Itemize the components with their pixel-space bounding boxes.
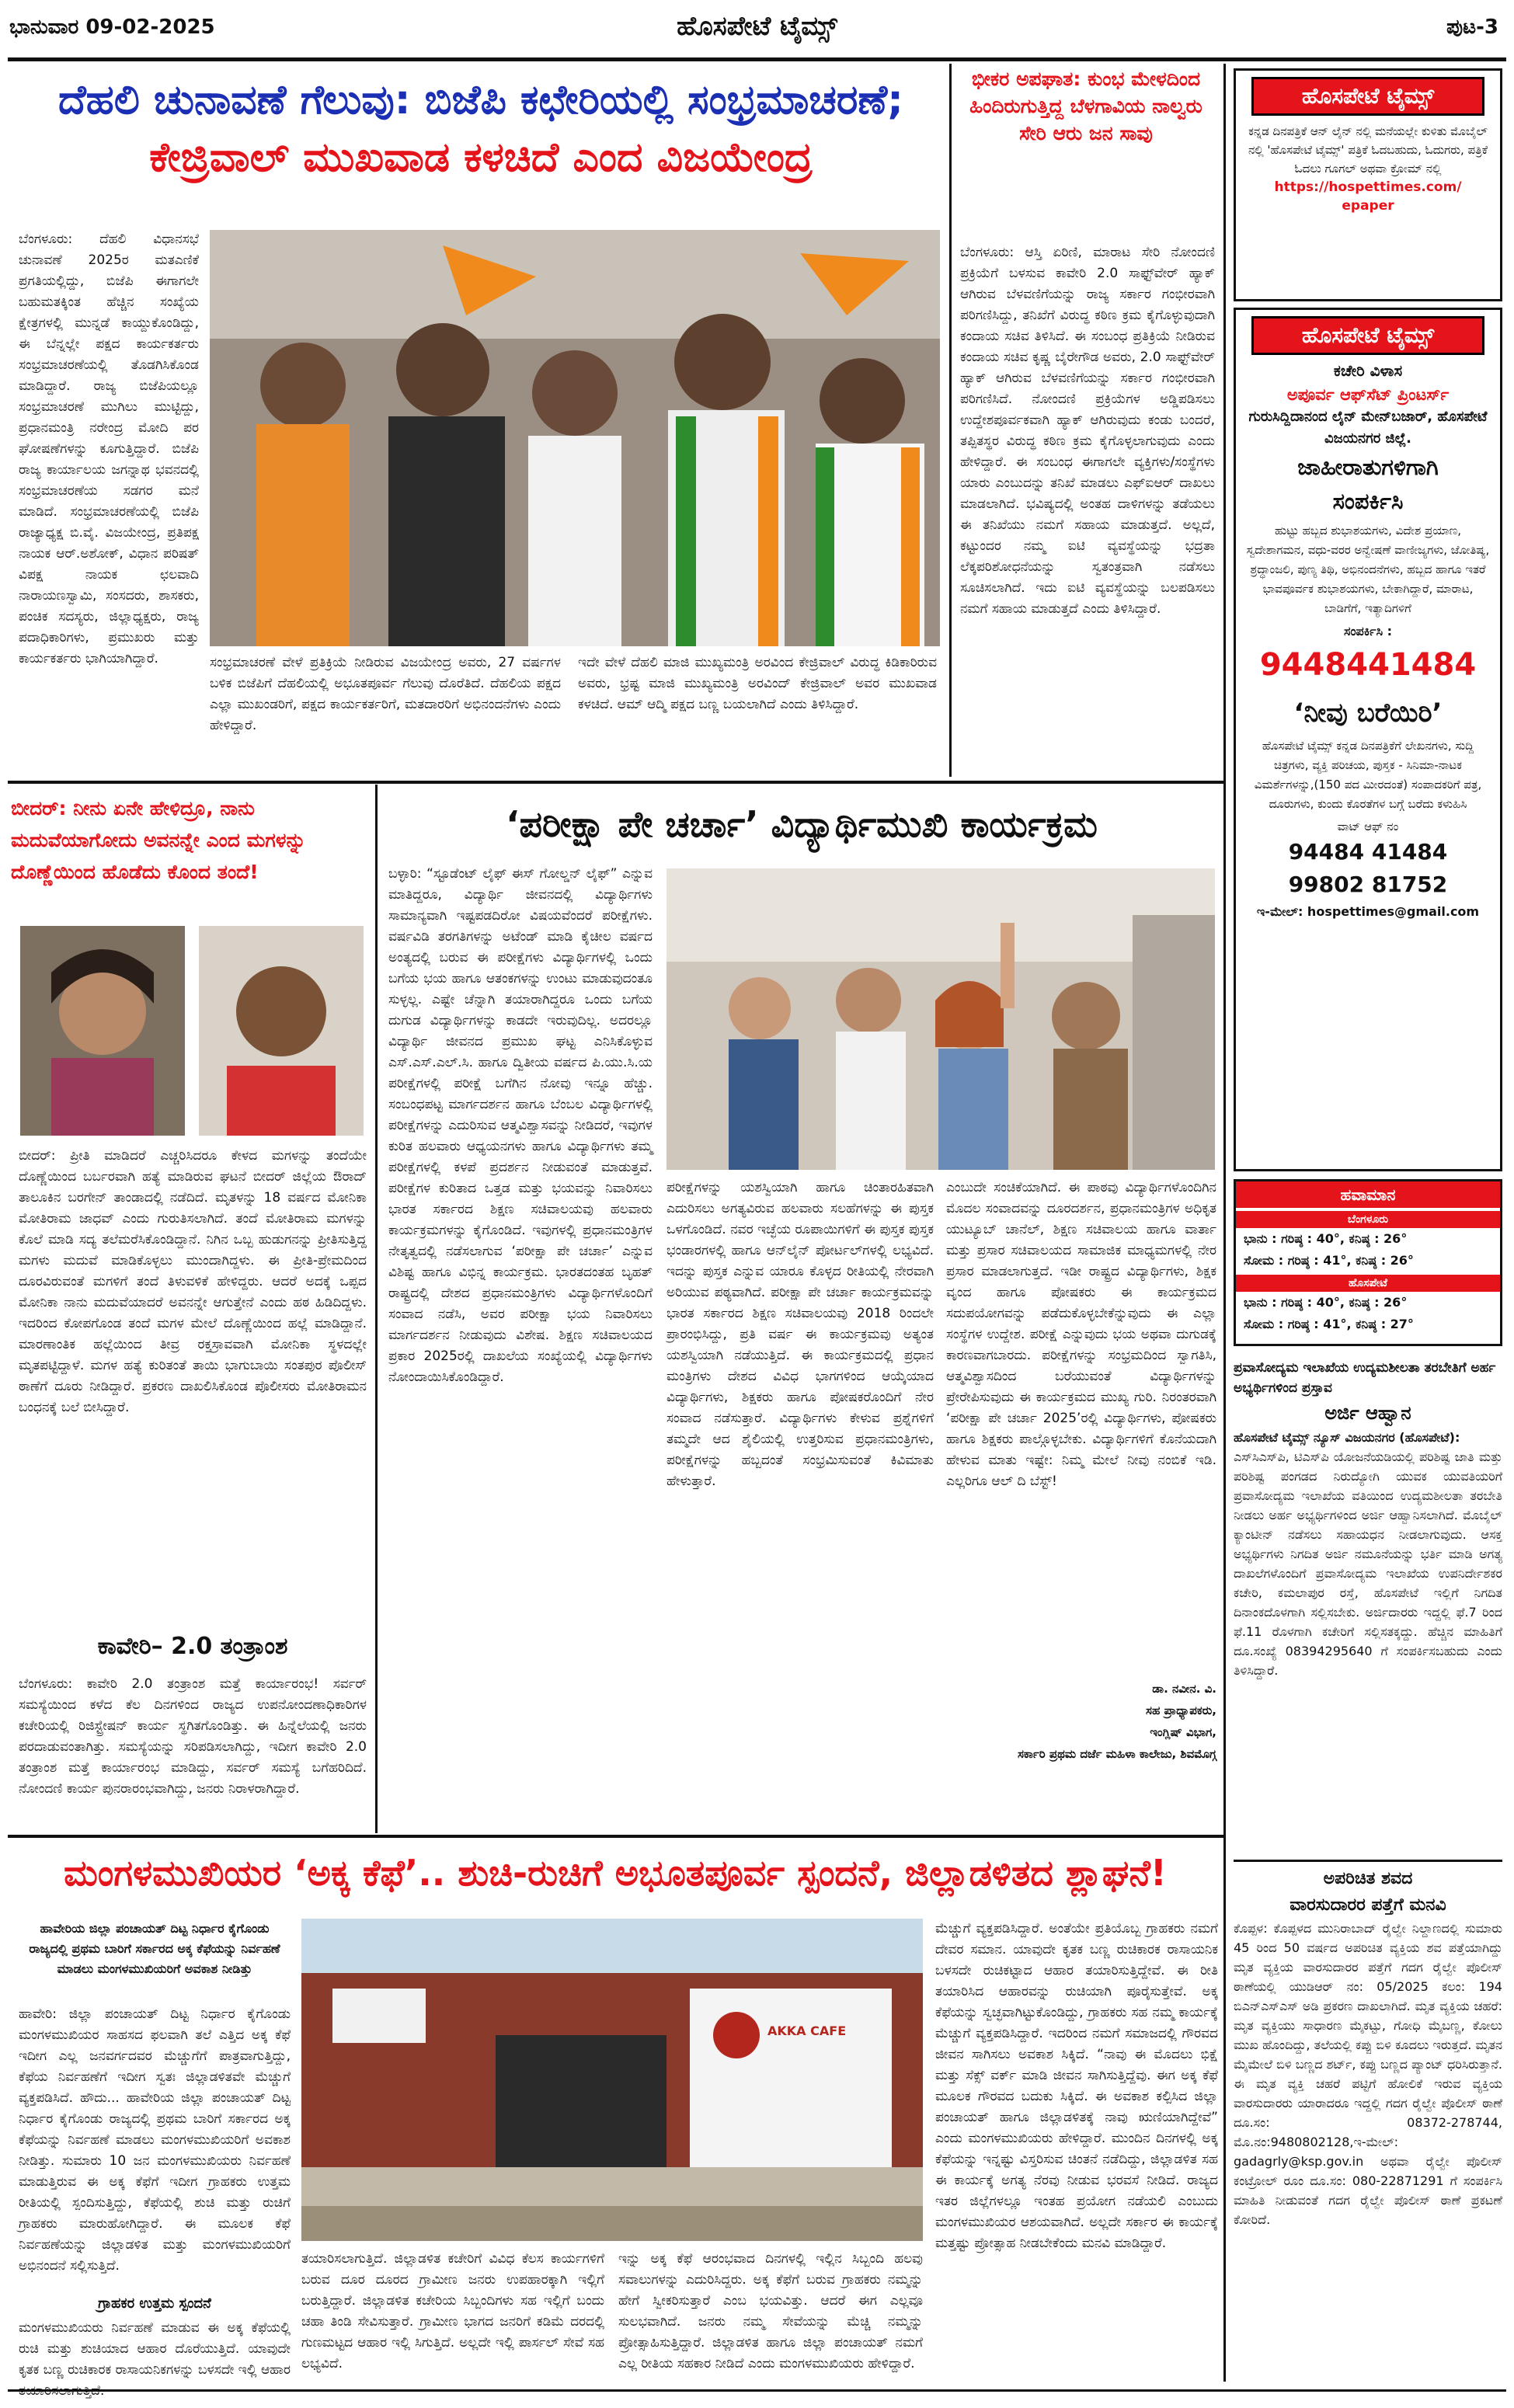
sidebar-ad2-list: ಹುಟ್ಟು ಹಬ್ಬದ ಶುಭಾಶಯಗಳು, ವಿದೇಶ ಪ್ರಯಾಣ, ಸ್ವದೇಶಾಗಮನ, ವಧು-ವರರ ಅನ್ವೇಷಣೆ ವಾಣೀಜ್ಯಗಳು, ಜೋತಿಷ್ಯ, ಶ್ರದ್ಧಾಂಜಲಿ, ಪುಣ್ಯ ತಿಥಿ, ಅಭಿನಂದನೆಗಳು, ಹಬ್ಬದ ಹಾಗೂ ಇತರೆ ಭಾವಪೂರ್ವಕ ಶುಭಾಶಯಗಳು, ಬೇಕಾಗಿದ್ದಾರೆ, ಮಾರಾಟ, ಬಾಡಿಗೆಗೆ, ಇತ್ಯಾದಿಗಳಿಗೆ bbox=[1246, 524, 1490, 615]
masthead-date: ಭಾನುವಾರ 09-02-2025 bbox=[9, 16, 215, 39]
sidebar-ad2-office: ಕಚೇರಿ ವಿಳಾಸ bbox=[1333, 361, 1403, 380]
unknown-subhead: ವಾರಸುದಾರರ ಪತ್ತೆಗೆ ಮನವಿ bbox=[1290, 1895, 1446, 1915]
story3-photo-daughter bbox=[20, 926, 185, 1136]
sidebar-ad2-printer: ಅಪೂರ್ವ ಆಫ್‌ಸೆಟ್ ಪ್ರಿಂಟರ್ಸ್ bbox=[1286, 385, 1450, 404]
job-body: ಎಸ್‌ಸಿಎಸ್‌ಪಿ, ಟಿಎಸ್‌ಪಿ ಯೋಜನೆಯಡಿಯಲ್ಲಿ ಪರಿಶಿಷ್ಟ ಜಾತಿ ಮತ್ತು ಪರಿಶಿಷ್ಟ ಪಂಗಡದ ನಿರುದ್ಯೋಗಿ ಯುವಕ ಯುವತಿಯರಿಗೆ ಪ್ರವಾಸೋದ್ಯಮ ಇಲಾಖೆಯ ವತಿಯಿಂದ ಉದ್ಯಮಶೀಲತಾ ತರಬೇತಿ ನೀಡಲು ಅರ್ಹ ಅಭ್ಯರ್ಥಿಗಳಿಂದ ಅರ್ಜಿ ಆಹ್ವಾನಿಸಲಾಗಿದೆ. ಮೊಬೈಲ್ ಕ್ಯಾಂಟೀನ್ ನಡೆಸಲು ಸಹಾಯಧನ ನೀಡಲಾಗುವುದು. ಆಸಕ್ತ ಅಭ್ಯರ್ಥಿಗಳು ನಿಗದಿತ ಅರ್ಜಿ ನಮೂನೆಯನ್ನು ಭರ್ತಿ ಮಾಡಿ ಅಗತ್ಯ ದಾಖಲೆಗಳೊಂದಿಗೆ ಪ್ರವಾಸೋದ್ಯಮ ಇಲಾಖೆಯ ಉಪನಿರ್ದೇಶಕರ ಕಚೇರಿ, ಕಮಲಾಪುರ ರಸ್ತೆ, ಹೊಸಪೇಟೆ ಇಲ್ಲಿಗೆ ನಿಗದಿತ ದಿನಾಂಕದೊಳಗಾಗಿ ಸಲ್ಲಿಸಬೇಕು. ಅರ್ಜಿದಾರರು ಇದ್ದಲ್ಲಿ ಫೆ.7 ರಿಂದ ಫೆ.11 ರೊಳಗಾಗಿ ಕಚೇರಿಗೆ ಸಲ್ಲಿಸತಕ್ಕದ್ದು. ಹೆಚ್ಚಿನ ಮಾಹಿತಿಗೆ ದೂ.ಸಂಖ್ಯೆ 08394295640 ಗೆ ಸಂಪರ್ಕಿಸಬಹುದು ಎಂದು ತಿಳಿಸಿದ್ದಾರೆ. bbox=[1234, 1449, 1502, 1678]
rule-row1 bbox=[8, 781, 1223, 784]
sidebar-rule bbox=[1234, 1860, 1502, 1862]
story6-headline: ಮಂಗಳಮುಖಿಯರ ‘ಅಕ್ಕ ಕೆಫೆ’.. ಶುಚಿ-ರುಚಿಗೆ ಅಭೂತಪೂರ್ವ ಸ್ಪಂದನೆ, ಜಿಲ್ಲಾಡಳಿತದ ಶ್ಲಾಘನೆ! bbox=[64, 1852, 1167, 1894]
sidebar-ad2-ads-heading: ಜಾಹೀರಾತುಗಳಿಗಾಗಿ bbox=[1297, 454, 1439, 480]
sidebar-ad1 bbox=[1234, 68, 1502, 301]
cafe-sign-text: AKKA CAFE bbox=[767, 2023, 847, 2038]
story1-col1: ಬೆಂಗಳೂರು: ದೆಹಲಿ ವಿಧಾನಸಭೆ ಚುನಾವಣೆ 2025ರ ಮತಎಣಿಕೆ ಪ್ರಗತಿಯಲ್ಲಿದ್ದು, ಬಿಜೆಪಿ ಈಗಾಗಲೇ ಬಹುಮತಕ್ಕಿಂತ ಹೆಚ್ಚಿನ ಸಂಖ್ಯೆಯ ಕ್ಷೇತ್ರಗಳಲ್ಲಿ ಮುನ್ನಡೆ ಕಾಯ್ದುಕೊಂಡಿದ್ದು, ಈ ಬೆನ್ನಲ್ಲೇ ಪಕ್ಷದ ಕಾರ್ಯಕರ್ತರು ಸಂಭ್ರಮಾಚರಣೆಯಲ್ಲಿ ತೊಡಗಿಸಿಕೊಂಡ ಮಾಡಿದ್ದಾರೆ. ರಾಜ್ಯ ಬಿಜೆಪಿಯಲ್ಲೂ ಸಂಭ್ರಮಾಚರಣೆ ಮುಗಿಲು ಮುಟ್ಟಿದ್ದು, ಪ್ರಧಾನಮಂತ್ರಿ ನರೇಂದ್ರ ಮೋದಿ ಪರ ಘೋಷಣೆಗಳನ್ನು ಕೂಗುತ್ತಿದ್ದಾರೆ. ಬಿಜೆಪಿ ರಾಜ್ಯ ಕಾರ್ಯಾಲಯ ಜಗನ್ನಾಥ ಭವನದಲ್ಲಿ ಸಂಭ್ರಮಾಚರಣೆಯ ಸಡಗರ ಮನೆ ಮಾಡಿದೆ. ಸಂಭ್ರಮಾಚರಣೆಯಲ್ಲಿ ಬಿಜೆಪಿ ರಾಜ್ಯಾಧ್ಯಕ್ಷ ಬಿ.ವೈ. ವಿಜಯೇಂದ್ರ, ಪ್ರತಿಪಕ್ಷ ನಾಯಕ ಆರ್.ಅಶೋಕ್, ವಿಧಾನ ಪರಿಷತ್ ವಿಪಕ್ಷ ನಾಯಕ ಛಲವಾದಿ ನಾರಾಯಣಸ್ವಾಮಿ, ಸಂಸದರು, ಶಾಸಕರು, ಪಂಚಿಕ ಸದಸ್ಯರು, ಜಿಲ್ಲಾಧ್ಯಕ್ಷರು, ರಾಜ್ಯ ಪದಾಧಿಕಾರಿಗಳು, ಪ್ರಮುಖರು ಮತ್ತು ಕಾರ್ಯಕರ್ತರು ಭಾಗಿಯಾಗಿದ್ದಾರೆ. bbox=[19, 231, 199, 666]
story1-right-rule bbox=[949, 64, 952, 777]
story5-col3: ಎಂಬುದೇ ಸಂಚಿಕೆಯಾಗಿದೆ. ಈ ಪಾಠವು ವಿದ್ಯಾರ್ಥಿಗಳೊಂದಿಗಿನ ಮೊದಲ ಸಂವಾದವನ್ನು ದೂರದರ್ಶನ, ಪ್ರಧಾನಮಂತ್ರಿಗಳ ಅಧಿಕೃತ ಯುಟ್ಯೂಬ್ ಚಾನೆಲ್, ಶಿಕ್ಷಣ ಸಚಿವಾಲಯ ಹಾಗೂ ವಾರ್ತಾ ಮತ್ತು ಪ್ರಸಾರ ಸಚಿವಾಲಯದ ಸಾಮಾಜಿಕ ಮಾಧ್ಯಮಗಳಲ್ಲಿ ನೇರ ಪ್ರಸಾರ ಮಾಡಲಾಗುತ್ತದೆ. ಇಡೀ ರಾಷ್ಟ್ರದ ವಿದ್ಯಾರ್ಥಿಗಳು, ಶಿಕ್ಷಕ ವೃಂದ ಹಾಗೂ ಪೋಷಕರು ಈ ಕಾರ್ಯಕ್ರಮದ ಸದುಪಯೋಗವನ್ನು ಪಡೆದುಕೊಳ್ಳಬೇಕೆನ್ನುವುದು ಈ ಎಲ್ಲಾ ಸಂಸ್ಥೆಗಳ ಉದ್ದೇಶ. ಪರೀಕ್ಷೆ ಎನ್ನುವುದು ಭಯ ಅಥವಾ ದುಗುಡಕ್ಕೆ ಕಾರಣವಾಗಬಾರದು. ಪರೀಕ್ಷೆಗಳನ್ನು ಸಂಭ್ರಮದಿಂದ ಸ್ವಾಗತಿಸಿ, ಆತ್ಮವಿಶ್ವಾಸದಿಂದ ಬರೆಯುವಂತೆ ವಿದ್ಯಾರ್ಥಿಗಳನ್ನು ಪ್ರೇರೇಪಿಸುವುದು ಈ ಕಾರ್ಯಕ್ರಮದ ಮುಖ್ಯ ಗುರಿ. ನಿರಂತರವಾಗಿ ‘ಪರೀಕ್ಷಾ ಪೇ ಚರ್ಚಾ 2025’ರಲ್ಲಿ ವಿದ್ಯಾರ್ಥಿಗಳು, ಪೋಷಕರು ಹಾಗೂ ಶಿಕ್ಷಕರು ಪಾಲ್ಗೊಳ್ಳಬೇಕು. ವಿದ್ಯಾರ್ಥಿಗಳಿಗೆ ಕೊನೆಯದಾಗಿ ಹೇಳುವ ಮಾತು ಇಷ್ಟೇ: ನಿಮ್ಮ ಮೇಲೆ ನೀವು ನಂಬಿಕೆ ಇಡಿ. ಎಲ್ಲರಿಗೂ ಆಲ್ ದಿ ಬೆಸ್ಟ್! bbox=[946, 1180, 1216, 1489]
sidebar-ad2-address: ಗುರುಸಿದ್ದಿದಾನಂದ ಲೈನ್ ಮೇನ್‌ಬಜಾರ್, ಹೊಸಪೇಟೆ ವಿಜಯನಗರ ಜಿಲ್ಲೆ. bbox=[1248, 409, 1488, 447]
story3-headline: ಬೀದರ್: ನೀನು ಏನೇ ಹೇಳಿದ್ರೂ, ನಾನು ಮದುವೆಯಾಗೋದು ಅವನನ್ನೇ ಎಂದ ಮಗಳನ್ನು ದೊಣ್ಣೆಯಿಂದ ಹೊಡೆದು ಕೊಂದ ತಂದೆ! bbox=[11, 797, 306, 883]
story6-col4: ಮೆಚ್ಚುಗೆ ವ್ಯಕ್ತಪಡಿಸಿದ್ದಾರೆ. ಅಂತೆಯೇ ಪ್ರತಿಯೊಬ್ಬ ಗ್ರಾಹಕರು ನಮಗೆ ದೇವರ ಸಮಾನ. ಯಾವುದೇ ಕೃತಕ ಬಣ್ಣ ರುಚಿಕಾರಕ ರಾಸಾಯನಿಕ ಬಳಸದೇ ರುಚಿಕಟ್ಟಾದ ಆಹಾರ ತಯಾರಿಸುತ್ತಿದ್ದೇವೆ. ಈ ರೀತಿ ತಯಾರಿಸಿದ ಆಹಾರವನ್ನು ರುಚಿಯಾಗಿ ಪೂರೈಸುತ್ತೇವೆ. ಅಕ್ಕ ಕೆಫೆಯನ್ನು ಸ್ವಚ್ಛವಾಗಿಟ್ಟುಕೊಂಡಿದ್ದು, ಗ್ರಾಹಕರು ಸಹ ನಮ್ಮ ಕಾರ್ಯಕ್ಕೆ ಮೆಚ್ಚುಗೆ ವ್ಯಕ್ತಪಡಿಸಿದ್ದಾರೆ. ಇದರಿಂದ ನಮಗೆ ಸಮಾಜದಲ್ಲಿ ಗೌರವದ ಜೀವನ ಸಾಗಿಸಲು ಅವಕಾಶ ಸಿಕ್ಕಿದೆ. “ನಾವು ಈ ಮೊದಲು ಭಿಕ್ಷೆ ಮತ್ತು ಸೆಕ್ಸ್ ವರ್ಕ್ ಮಾಡಿ ಜೀವನ ಸಾಗಿಸುತ್ತಿದ್ದೆವು. ಈಗ ಅಕ್ಕ ಕೆಫೆ ಮೂಲಕ ಗೌರವದ ಬದುಕು ಸಿಕ್ಕಿದೆ. ಈ ಅವಕಾಶ ಕಲ್ಪಿಸಿದ ಜಿಲ್ಲಾ ಪಂಚಾಯತ್ ಹಾಗೂ ಜಿಲ್ಲಾಡಳಿತಕ್ಕೆ ನಾವು ಋಣಿಯಾಗಿದ್ದೇವೆ” ಎಂದು ಮಂಗಳಮುಖಿಯರು ಹೇಳಿದ್ದಾರೆ. ಮುಂದಿನ ದಿನಗಳಲ್ಲಿ ಅಕ್ಕ ಕೆಫೆಯನ್ನು ಇನ್ನಷ್ಟು ವಿಸ್ತರಿಸುವ ಚಿಂತನೆ ನಡೆದಿದ್ದು, ಜಿಲ್ಲಾಡಳಿತ ಸಹ ಈ ಕಾರ್ಯಕ್ಕೆ ಅಗತ್ಯ ನೆರವು ನೀಡುವ ಭರವಸೆ ನೀಡಿದೆ. ರಾಜ್ಯದ ಇತರ ಜಿಲ್ಲೆಗಳಲ್ಲೂ ಇಂತಹ ಪ್ರಯೋಗ ನಡೆಯಲಿ ಎಂಬುದು ಮಂಗಳಮುಖಿಯರ ಆಶಯವಾಗಿದೆ. ಅಲ್ಲದೇ ಸರ್ಕಾರ ಈ ಕಾರ್ಯಕ್ಕೆ ಮತ್ತಷ್ಟು ಪ್ರೋತ್ಸಾಹ ನೀಡಬೇಕೆಂದು ಮನವಿ ಮಾಡಿದ್ದಾರೆ. bbox=[935, 1921, 1218, 2251]
weather-city1: ಬೆಂಗಳೂರು bbox=[1236, 1211, 1500, 1228]
sidebar-ad1-url2[interactable]: epaper bbox=[1342, 198, 1394, 214]
story5-author: ಡಾ. ನವೀನ. ವಿ. bbox=[1152, 1682, 1216, 1696]
weather-city1-row1: ಭಾನು : ಗರಿಷ್ಠ : 40°, ಕನಿಷ್ಠ : 26° bbox=[1244, 1231, 1408, 1246]
sidebar-ad2-title: ಹೊಸಪೇಟೆ ಟೈಮ್ಸ್ bbox=[1251, 316, 1484, 355]
story1-col3: ಇದೇ ವೇಳೆ ದೆಹಲಿ ಮಾಜಿ ಮುಖ್ಯಮಂತ್ರಿ ಅರವಿಂದ ಕೇಜ್ರಿವಾಲ್ ವಿರುದ್ಧ ಕಿಡಿಕಾರಿರುವ ಅವರು, ಭ್ರಷ್ಟ ಮಾಜಿ ಮುಖ್ಯಮಂತ್ರಿ ಅರವಿಂದ್ ಕೇಜ್ರಿವಾಲ್ ಅವರ ಮುಖವಾಡ ಕಳಚಿದೆ. ಆಮ್ ಆದ್ಮಿ ಪಕ್ಷದ ಬಣ್ಣ ಬಯಲಾಗಿದೆ ಎಂದು ತಿಳಿಸಿದ್ದಾರೆ. bbox=[578, 655, 937, 712]
story1-headline: ದೆಹಲಿ ಚುನಾವಣೆ ಗೆಲುವು: ಬಿಜೆಪಿ ಕಛೇರಿಯಲ್ಲಿ ಸಂಭ್ರಮಾಚರಣೆ; ಕೇಜ್ರಿವಾಲ್ ಮುಖವಾಡ ಕಳಚಿದೆ ಎಂದ ವಿಜಯೇಂದ್ರ bbox=[58, 77, 903, 181]
story3-body: ಬೀದರ್: ಪ್ರೀತಿ ಮಾಡಿದರೆ ಎಚ್ಚರಿಸಿದರೂ ಕೇಳದ ಮಗಳನ್ನು ತಂದೆಯೇ ದೊಣ್ಣೆಯಿಂದ ಬರ್ಬರವಾಗಿ ಹತ್ಯೆ ಮಾಡಿರುವ ಘಟನೆ ಬೀದರ್ ಜಿಲ್ಲೆಯ ಔರಾದ್ ತಾಲೂಕಿನ ಬರಗೇನ್ ತಾಂಡಾದಲ್ಲಿ ನಡೆದಿದೆ. ಮೃತಳನ್ನು 18 ವರ್ಷದ ಮೋನಿಕಾ ಮೋತಿರಾಮ ಜಾಧವ್ ಎಂದು ಗುರುತಿಸಲಾಗಿದೆ. ತಂದೆ ಮೋತಿರಾಮ ಮಗಳನ್ನು ಕೊಲೆ ಮಾಡಿ ಸದ್ಯ ತಲೆಮರೆಸಿಕೊಂಡಿದ್ದಾನೆ. ನಿಗಿನ ಒಬ್ಬ ಹುಡುಗನನ್ನು ಪ್ರೀತಿಸುತ್ತಿದ್ದ ಮಗಳು ಮದುವೆ ಮಾಡಿಕೊಳ್ಳಲು ಮುಂದಾಗಿದ್ದಳು. ಈ ಪ್ರೀತಿ-ಪ್ರೇಮದಿಂದ ದೂರವಿರುವಂತೆ ಮಗಳಿಗೆ ತಂದೆ ತಿಳುವಳಿಕೆ ಹೇಳಿದ್ದರು. ಆದರೆ ಅದಕ್ಕೆ ಒಪ್ಪದ ಮೋನಿಕಾ ನಾನು ಮದುವೆಯಾದರೆ ಅವನನ್ನೇ ಆಗುತ್ತೇನೆ ಎಂದು ಹಠ ಹಿಡಿದಿದ್ದಳು. ಇದರಿಂದ ಕೋಪಗೊಂಡ ತಂದೆ ಮಗಳ ಮೇಲೆ ದೊಣ್ಣೆಯಿಂದ ಹಲ್ಲೆ ಮಾಡಿದ್ದಾನೆ. ಮಾರಣಾಂತಿಕ ಹಲ್ಲೆಯಿಂದ ತೀವ್ರ ರಕ್ತಸ್ರಾವವಾಗಿ ಮೋನಿಕಾ ಸ್ಥಳದಲ್ಲೇ ಮೃತಪಟ್ಟಿದ್ದಾಳೆ. ಮಗಳ ಹತ್ಯೆ ಕುರಿತಂತೆ ತಾಯಿ ಭಾಗುಬಾಯಿ ಸಂತಪುರ ಪೊಲೀಸ್ ಠಾಣೆಗೆ ದೂರು ನೀಡಿದ್ದಾರೆ. ಪ್ರಕರಣ ದಾಖಲಿಸಿಕೊಂಡ ಪೊಲೀಸರು ಮೋತಿರಾಮನ ಬಂಧನಕ್ಕೆ ಬಲೆ ಬೀಸಿದ್ದಾರೆ. bbox=[19, 1148, 367, 1415]
weather-city1-row2: ಸೋಮ : ಗರಿಷ್ಠ : 41°, ಕನಿಷ್ಠ : 26° bbox=[1244, 1253, 1414, 1268]
story6-photo-cafe bbox=[301, 1919, 923, 2241]
story5-headline: ‘ಪರೀಕ್ಷಾ ಪೇ ಚರ್ಚಾ’ ವಿದ್ಯಾರ್ಥಿಮುಖಿ ಕಾರ್ಯಕ್ರಮ bbox=[506, 803, 1098, 845]
unknown-body-notice bbox=[1234, 1866, 1502, 2385]
story6-col1: ಹಾವೇರಿ: ಜಿಲ್ಲಾ ಪಂಚಾಯತ್ ದಿಟ್ಟ ನಿರ್ಧಾರ ಕೈಗೊಂಡು ಮಂಗಳಮುಖಿಯರ ಸಾಹಸದ ಫಲವಾಗಿ ತಲೆ ಎತ್ತಿದ ಅಕ್ಕ ಕೆಫೆ ಇದೀಗ ಎಲ್ಲ ಜನವರ್ಗದವರ ಮೆಚ್ಚುಗೆಗೆ ಪಾತ್ರವಾಗುತ್ತಿದ್ದು, ಕೆಫೆಯ ನಿರ್ವಹಣೆಗೆ ಇದೀಗ ಸ್ವತಃ ಜಿಲ್ಲಾಡಳಿತವೇ ಮೆಚ್ಚುಗೆ ವ್ಯಕ್ತಪಡಿಸಿದೆ. ಹೌದು... ಹಾವೇರಿಯ ಜಿಲ್ಲಾ ಪಂಚಾಯತ್ ದಿಟ್ಟ ನಿರ್ಧಾರ ಕೈಗೊಂಡು ರಾಜ್ಯದಲ್ಲಿ ಪ್ರಥಮ ಬಾರಿಗೆ ಸರ್ಕಾರದ ಅಕ್ಕ ಕೆಫೆಯನ್ನು ನಿರ್ವಹಣೆ ಮಾಡಲು ಮಂಗಳಮುಖಿಯರಿಗೆ ಅವಕಾಶ ನೀಡಿತ್ತು. ಸುಮಾರು 10 ಜನ ಮಂಗಳಮುಖಿಯರು ನಿರ್ವಹಣೆ ಮಾಡುತ್ತಿರುವ ಈ ಅಕ್ಕ ಕೆಫೆಗೆ ಇದೀಗ ಗ್ರಾಹಕರು ಉತ್ತಮ ರೀತಿಯಲ್ಲಿ ಸ್ಪಂದಿಸುತ್ತಿದ್ದು, ಕೆಫೆಯಲ್ಲಿ ಶುಚಿ ಮತ್ತು ರುಚಿಗೆ ಗ್ರಾಹಕರು ಮಾರುಹೋಗಿದ್ದಾರೆ. ಈ ಮೂಲಕ ಕೆಫೆ ನಿರ್ವಹಣೆಯನ್ನು ಜಿಲ್ಲಾಡಳಿತ ಮತ್ತು ಮಂಗಳಮುಖಿಯರಿಗೆ ಅಭಿನಂದನೆ ಸಲ್ಲಿಸುತ್ತಿದೆ. bbox=[19, 2006, 291, 2274]
sidebar-ad3-phone1[interactable]: 94484 41484 bbox=[1288, 839, 1448, 865]
weather-city2: ಹೊಸಪೇಟೆ bbox=[1236, 1275, 1500, 1292]
story6-subhead: ಗ್ರಾಹಕರ ಉತ್ತಮ ಸ್ಪಂದನೆ bbox=[98, 2295, 211, 2312]
masthead-rule bbox=[8, 57, 1506, 61]
story4-headline: ಕಾವೇರಿ– 2.0 ತಂತ್ರಾಂಶ bbox=[97, 1633, 288, 1660]
story6-col1b: ಮಂಗಳಮುಖಿಯರು ನಿರ್ವಹಣೆ ಮಾಡುವ ಈ ಅಕ್ಕ ಕೆಫೆಯಲ್ಲಿ ರುಚಿ ಮತ್ತು ಶುಚಿಯಾದ ಆಹಾರ ದೊರೆಯುತ್ತಿದೆ. ಯಾವುದೇ ಕೃತಕ ಬಣ್ಣ ರುಚಿಕಾರಕ ರಾಸಾಯನಿಕಗಳನ್ನು ಬಳಸದೇ ಇಲ್ಲಿ ಆಹಾರ bbox=[19, 2320, 291, 2378]
sidebar-ad3-body: ಹೊಸಪೇಟೆ ಟೈಮ್ಸ್ ಕನ್ನಡ ದಿನಪತ್ರಿಕೆಗೆ ಲೇಖನಗಳು, ಸುದ್ದಿ ಚಿತ್ರಗಳು, ವ್ಯಕ್ತಿ ಪರಿಚಯ, ಪುಸ್ತಕ - ಸಿನಿಮಾ-ನಾಟಕ ವಿಮರ್ಶೆಗಳನ್ನು,(150 ಪದ ಮೀರದಂತೆ) ಸಂಪಾದಕರಿಗೆ ಪತ್ರ, ದೂರುಗಳು, ಕುಂದು ಕೊರತೆಗಳ ಬಗ್ಗೆ ಬರೆದು ಕಳುಹಿಸಿ bbox=[1254, 739, 1482, 811]
story6-col3: ಇನ್ನು ಅಕ್ಕ ಕೆಫೆ ಆರಂಭವಾದ ದಿನಗಳಲ್ಲಿ ಇಲ್ಲಿನ ಸಿಬ್ಬಂದಿ ಹಲವು ಸವಾಲುಗಳನ್ನು ಎದುರಿಸಿದ್ದರು. ಅಕ್ಕ ಕೆಫೆಗೆ ಬರುವ ಗ್ರಾಹಕರು ನಮ್ಮನ್ನು ಹೇಗೆ ಸ್ವೀಕರಿಸುತ್ತಾರೆ ಎಂಬ ಭಯವಿತ್ತು. ಆದರೆ ಈಗ ಎಲ್ಲವೂ ಸುಲಭವಾಗಿದೆ. ಜನರು ನಮ್ಮ ಸೇವೆಯನ್ನು ಮೆಚ್ಚಿ ನಮ್ಮನ್ನು ಪ್ರೋತ್ಸಾಹಿಸುತ್ತಿದ್ದಾರೆ. ಜಿಲ್ಲಾಡಳಿತ ಹಾಗೂ ಜಿಲ್ಲಾ ಪಂಚಾಯತ್ ನಮಗೆ ಎಲ್ಲ ರೀತಿಯ ಸಹಕಾರ ನೀಡಿದೆ ಎಂದು ಮಂಗಳಮುಖಿಯರು ಹೇಳಿದ್ದಾರೆ. bbox=[618, 2251, 923, 2371]
page-bottom-rule bbox=[8, 2389, 1506, 2392]
weather-box bbox=[1234, 1179, 1502, 1346]
story5-col1: ಬಳ್ಳಾರಿ: “ಸ್ಟೂಡೆಂಟ್ ಲೈಫ್ ಈಸ್ ಗೋಲ್ಡನ್ ಲೈಫ್” ಎನ್ನುವ ಮಾತಿದ್ದರೂ, ವಿದ್ಯಾರ್ಥಿ ಜೀವನದಲ್ಲಿ ವಿದ್ಯಾರ್ಥಿಗಳು ಸಾಮಾನ್ಯವಾಗಿ ಇಷ್ಟಪಡದಿರೋ ವಿಷಯವೆಂದರೆ ಪರೀಕ್ಷೆಗಳು. ವರ್ಷವಿಡಿ ತರಗತಿಗಳನ್ನು ಅಟೆಂಡ್ ಮಾಡಿ ಕೈಚೀಲ ವರ್ಷದ ಅಂತ್ಯದಲ್ಲಿ ಬರುವ ಈ ಪರೀಕ್ಷೆಗಳು ವಿದ್ಯಾರ್ಥಿಗಳಲ್ಲಿ ಒಂದು ಬಗೆಯ ಭಯ ಹಾಗೂ ಆತಂಕಗಳನ್ನು ಉಂಟು ಮಾಡುವುದಂತೂ ಸುಳ್ಳಲ್ಲ. ಎಷ್ಟೇ ಚೆನ್ನಾಗಿ ತಯಾರಾಗಿದ್ದರೂ ಒಂದು ಬಗೆಯ ದುಗುಡ ವಿದ್ಯಾರ್ಥಿಗಳನ್ನು ಕಾಡದೇ ಇರುವುದಿಲ್ಲ. ಅದರಲ್ಲೂ ವಿದ್ಯಾರ್ಥಿ ಜೀವನದ ಪ್ರಮುಖ ಘಟ್ಟ ಎನಿಸಿಕೊಳ್ಳುವ ಎಸ್.ಎಸ್.ಎಲ್.ಸಿ. ಹಾಗೂ ದ್ವಿತೀಯ ವರ್ಷದ ಪಿ.ಯು.ಸಿ.ಯ ಪರೀಕ್ಷೆಗಳಲ್ಲಿ ಪರೀಕ್ಷೆ ಬಗೆಗಿನ ನೋವು ಇನ್ನೂ ಹೆಚ್ಚು. ಸಂಬಂಧಪಟ್ಟ ಮಾರ್ಗದರ್ಶನ ಹಾಗೂ ಬೆಂಬಲ ವಿದ್ಯಾರ್ಥಿಗಳಲ್ಲಿ ಪರೀಕ್ಷೆಗಳನ್ನು ಎದುರಿಸುವ ಆತ್ಮವಿಶ್ವಾಸವನ್ನು ನೀಡಿದರೆ, ಇವುಗಳ ಕುರಿತ ಹಲವಾರು ಆಧ್ಯಯನಗಳು ಹಾಗೂ ವಿದ್ಯಾರ್ಥಿಗಳು ತಮ್ಮ ಪರೀಕ್ಷೆಗಳಲ್ಲಿ ಕಳಪೆ ಪ್ರದರ್ಶನ ನೀಡುವಂತೆ ಮಾಡುತ್ತವೆ. ಪರೀಕ್ಷೆಗಳ ಕುರಿತಾದ ಒತ್ತಡ ಮತ್ತು ಭಯವನ್ನು ನಿವಾರಿಸಲು ಭಾರತ ಸರ್ಕಾರದ ಶಿಕ್ಷಣ ಸಚಿವಾಲಯವು ಹಲವಾರು ಕಾರ್ಯಕ್ರಮಗಳನ್ನು ಕೈಗೊಂಡಿದೆ. ಇವುಗಳಲ್ಲಿ ಪ್ರಧಾನಮಂತ್ರಿಗಳ ನೇತೃತ್ವದಲ್ಲಿ ನಡೆಸಲಾಗುವ ‘ಪರೀಕ್ಷಾ ಪೇ ಚರ್ಚಾ’ ಎನ್ನುವ ವಿಶಿಷ್ಟ ಹಾಗೂ ವಿಭಿನ್ನ ಕಾರ್ಯಕ್ರಮ. ಭಾರತದಂತಹ ಬೃಹತ್ ರಾಷ್ಟ್ರದಲ್ಲಿ ದೇಶದ ಪ್ರಧಾನಮಂತ್ರಿಗಳು ವಿದ್ಯಾರ್ಥಿಗಳೊಂದಿಗೆ ಸಂವಾದ ನಡೆಸಿ, ಅವರ ಪರೀಕ್ಷಾ ಭಯ ನಿವಾರಿಸಲು ಮಾರ್ಗದರ್ಶನ ನೀಡುವುದು ವಿಶೇಷ. ಶಿಕ್ಷಣ ಸಚಿವಾಲಯದ ಪ್ರಕಾರ 2025ರಲ್ಲಿ ದಾಖಲೆಯ ಸಂಖ್ಯೆಯಲ್ಲಿ ವಿದ್ಯಾರ್ಥಿಗಳು ನೋಂದಾಯಿಸಿಕೊಂಡಿದ್ದಾರೆ. bbox=[388, 866, 653, 1385]
story4-body: ಬೆಂಗಳೂರು: ಕಾವೇರಿ 2.0 ತಂತ್ರಾಂಶ ಮತ್ತೆ ಕಾರ್ಯಾರಂಭ! ಸರ್ವರ್ ಸಮಸ್ಯೆಯಿಂದ ಕಳೆದ ಕೆಲ ದಿನಗಳಿಂದ ರಾಜ್ಯದ ಉಪನೋಂದಣಾಧಿಕಾರಿಗಳ ಕಚೇರಿಯಲ್ಲಿ ರಿಜಿಸ್ಟ್ರೇಷನ್ ಕಾರ್ಯ ಸ್ಥಗಿತಗೊಂಡಿತ್ತು. ಈ ಹಿನ್ನೆಲೆಯಲ್ಲಿ ಜನರು ಪರದಾಡುವಂತಾಗಿತ್ತು. ಸಮಸ್ಯೆಯನ್ನು ಸರಿಪಡಿಸಲಾಗಿದ್ದು, ಇದೀಗ ಕಾವೇರಿ 2.0 ತಂತ್ರಾಂಶ ಮತ್ತೆ ಕಾರ್ಯಾರಂಭ ಮಾಡಿದ್ದು, ಸರ್ವರ್ ಸಮಸ್ಯೆ ಬಗೆಹರಿದಿದೆ. ನೋಂದಣಿ ಕಾರ್ಯ ಪುನರಾರಂಭವಾಗಿದ್ದು, ಜನರು ನಿರಾಳರಾಗಿದ್ದಾರೆ. bbox=[19, 1676, 367, 1797]
story2-headline: ಭೀಕರ ಅಪಘಾತ: ಕುಂಭ ಮೇಳದಿಂದ ಹಿಂದಿರುಗುತ್ತಿದ್ದ ಬೆಳಗಾವಿಯ ನಾಲ್ವರು ಸೇರಿ ಆರು ಜನ ಸಾವು bbox=[969, 68, 1202, 144]
story6-intro: ಹಾವೇರಿಯ ಜಿಲ್ಲಾ ಪಂಚಾಯತ್ ದಿಟ್ಟ ನಿರ್ಧಾರ ಕೈಗೊಂಡು ರಾಜ್ಯದಲ್ಲಿ ಪ್ರಥಮ ಬಾರಿಗೆ ಸರ್ಕಾರದ ಅಕ್ಕ ಕೆಫೆಯನ್ನು ನಿರ್ವಹಣೆ ಮಾಡಲು ಮಂಗಳಮುಖಿಯರಿಗೆ ಅವಕಾಶ ನೀಡಿತ್ತು bbox=[29, 1921, 280, 1976]
sidebar-ad2-contact-heading: ಸಂಪರ್ಕಿಸಿ bbox=[1332, 488, 1404, 514]
job-subhead: ಅರ್ಜಿ ಆಹ್ವಾನ bbox=[1324, 1402, 1411, 1424]
story3-right-rule bbox=[375, 785, 378, 1833]
job-notice bbox=[1234, 1358, 1502, 1859]
sidebar-ad3-heading: ‘ನೀವು ಬರೆಯಿರಿ’ bbox=[1293, 698, 1443, 729]
unknown-body: ಕೊಪ್ಪಳ: ಕೊಪ್ಪಳದ ಮುನಿರಾಬಾದ್ ರೈಲ್ವೇ ನಿಲ್ದಾಣದಲ್ಲಿ ಸುಮಾರು 45 ರಿಂದ 50 ವರ್ಷದ ಅಪರಿಚಿತ ವ್ಯಕ್ತಿಯ ಶವ ಪತ್ತೆಯಾಗಿದ್ದು ಮೃತ ವ್ಯಕ್ತಿಯ ವಾರಸುದಾರರ ಪತ್ತೆಗೆ ಗದಗ ರೈಲ್ವೇ ಪೊಲೀಸ್ ಠಾಣೆಯಲ್ಲಿ ಯುಡಿಆರ್ ನಂ: 05/2025 ಕಲಂ: 194 ಬಿಎನ್‌ಎಸ್‌ಎಸ್ ಅಡಿ ಪ್ರಕರಣ ದಾಖಲಾಗಿದೆ. ಮೃತ ವ್ಯಕ್ತಿಯ ಚಹರೆ: ಮೃತ ವ್ಯಕ್ತಿಯು ಸಾಧಾರಣ ಮೈಕಟ್ಟು, ಗೋಧಿ ಮೈಬಣ್ಣ, ಕೋಲು ಮುಖ ಹೊಂದಿದ್ದು, ತಲೆಯಲ್ಲಿ ಕಪ್ಪು ಬಿಳಿ ಕೂದಲು ಇರುತ್ತದೆ. ಮೃತನ ಮೈಮೇಲೆ ಬಿಳಿ ಬಣ್ಣದ ಶರ್ಟ್, ಕಪ್ಪು ಬಣ್ಣದ ಪ್ಯಾಂಟ್ ಧರಿಸಿರುತ್ತಾನೆ. ಈ ಮೃತ ವ್ಯಕ್ತಿ ಚಹರೆ ಪಟ್ಟಿಗೆ ಹೋಲಿಕೆ ಇರುವ ವ್ಯಕ್ತಿಯ ವಾರಸುದಾರರು ಯಾರಾದರೂ ಇದ್ದಲ್ಲಿ ಗದಗ ರೈಲ್ವೇ ಪೊಲೀಸ್ ಠಾಣೆ ದೂ.ಸಂ: 08372-278744, ಮೊ.ನಂ:9480802128,ಇ-ಮೇಲ್: gadagrly@ksp.gov.in ಅಥವಾ ರೈಲ್ವೇ ಪೊಲೀಸ್ ಕಂಟ್ರೋಲ್ ರೂಂ ದೂ.ಸಂ: 080-22871291 ಗೆ ಸಂಪರ್ಕಿಸಿ ಮಾಹಿತಿ ನೀಡುವಂತೆ ಗದಗ ರೈಲ್ವೇ ಪೊಲೀಸ್ ಠಾಣೆ ಪ್ರಕಟಣೆ ಕೋರಿದೆ. bbox=[1234, 1921, 1502, 2227]
story1-photo bbox=[210, 230, 940, 646]
masthead-page-number: ಪುಟ-3 bbox=[1446, 16, 1498, 39]
sidebar-ad3-whatsapp: ವಾಟ್ ಆಫ್ ನಂ bbox=[1337, 819, 1399, 833]
weather-city2-row2: ಸೋಮ : ಗರಿಷ್ಠ : 41°, ಕನಿಷ್ಠ : 27° bbox=[1244, 1317, 1414, 1331]
sidebar-ad2-phone[interactable]: 9448441484 bbox=[1259, 647, 1477, 683]
story5-author-dept: ಇಂಗ್ಲಿಷ್ ವಿಭಾಗ, bbox=[1150, 1725, 1216, 1739]
story1-col2: ಸಂಭ್ರಮಾಚರಣೆ ವೇಳೆ ಪ್ರತಿಕ್ರಿಯೆ ನೀಡಿರುವ ವಿಜಯೇಂದ್ರ ಅವರು, 27 ವರ್ಷಗಳ ಬಳಿಕ ಬಿಜೆಪಿಗೆ ದೆಹಲಿಯಲ್ಲಿ ಅಭೂತಪೂರ್ವ ಗೆಲುವು ದೊರೆತಿದೆ. ದೆಹಲಿಯ ಪಕ್ಷದ ಎಲ್ಲಾ ಮುಖಂಡರಿಗೆ, ಪಕ್ಷದ ಕಾರ್ಯಕರ್ತರಿಗೆ, ಮತದಾರರಿಗೆ ಅಭಿನಂದನೆಗಳು ಎಂದು ಹೇಳಿದ್ದಾರೆ. bbox=[210, 655, 561, 733]
job-heading: ಪ್ರವಾಸೋದ್ಯಮ ಇಲಾಖೆಯ ಉದ್ಯಮಶೀಲತಾ ತರಬೇತಿಗೆ ಅರ್ಹ ಅಭ್ಯರ್ಥಿಗಳಿಂದ ಪ್ರಸ್ತಾವ bbox=[1234, 1360, 1496, 1396]
story2-body: ಬೆಂಗಳೂರು: ಆಸ್ತಿ ಏರಿಣಿ, ಮಾರಾಟ ಸೇರಿ ನೋಂದಣಿ ಪ್ರಕ್ರಿಯೆಗೆ ಬಳಸುವ ಕಾವೇರಿ 2.0 ಸಾಫ್ಟ್‌ವೇರ್ ಹ್ಯಾಕ್ ಆಗಿರುವ ಬೆಳವಣಿಗೆಯನ್ನು ರಾಜ್ಯ ಸರ್ಕಾರ ಗಂಭೀರವಾಗಿ ಪರಿಗಣಿಸಿದ್ದು, ತನಿಖೆಗೆ ವಿರುದ್ಧ ಕಠಿಣ ಕ್ರಮ ಕೈಗೊಳ್ಳುವುದಾಗಿ ಕಂದಾಯ ಸಚಿವ ತಿಳಿಸಿದೆ. ಈ ಸಂಬಂಧ ಪ್ರತಿಕ್ರಿಯೆ ನೀಡಿರುವ ಕಂದಾಯ ಸಚಿವ ಕೃಷ್ಣ ಬೈರೇಗೌಡ ಅವರು, 2.0 ಸಾಫ್ಟ್‌ವೇರ್ ಹ್ಯಾಕ್ ಆಗಿರುವ ಬೆಳವಣಿಗೆಯನ್ನು ಸರ್ಕಾರ ಗಂಭೀರವಾಗಿ ಪರಿಗಣಿಸಿದೆ. ನೋಂದಣಿ ಪ್ರಕ್ರಿಯೆಗಳ ಅಡ್ಡಿಪಡಿಸಲು ಉದ್ದೇಶಪೂರ್ವಕವಾಗಿ ಹ್ಯಾಕ್ ಆಗಿರುವುದು ಕಂಡು ಬಂದರೆ, ತಪ್ಪಿತಸ್ಥರ ವಿರುದ್ಧ ಕಠಿಣ ಕ್ರಮ ಕೈಗೊಳ್ಳಲಾಗುವುದು ಎಂದು ಹೇಳಿದ್ದಾರೆ. ಈ ಸಂಬಂಧ ಈಗಾಗಲೇ ವ್ಯಕ್ತಿಗಳು/ಸಂಸ್ಥೆಗಳು ಯಾರು ಎಂಬುದನ್ನು ತನಿಖೆ ಮಾಡಲು ಎಫ್‌ಐಆರ್ ದಾಖಲು ಮಾಡಲಾಗಿದೆ. ಭವಿಷ್ಯದಲ್ಲಿ ಅಂತಹ ದಾಳಿಗಳನ್ನು ತಡೆಯಲು ಈ ತನಿಖೆಯು ನಮಗೆ ಸಹಾಯ ಮಾಡುತ್ತದೆ. ಅಲ್ಲದೆ, ಕಟ್ಟುಂದರ ನಮ್ಮ ಐಟಿ ವ್ಯವಸ್ಥೆಯನ್ನು ಭದ್ರತಾ ಲೆಕ್ಕಪರಿಶೋಧನೆಯನ್ನು ಸ್ವತಂತ್ರವಾಗಿ ನಡೆಸಲು ಸೂಚಿಸಲಾಗಿದೆ. ಇದು ಐಟಿ ವ್ಯವಸ್ಥೆಯನ್ನು ಬಲಪಡಿಸಲು ನಮಗೆ ಸಹಾಯ ಮಾಡುತ್ತದೆ ಎಂದು ತಿಳಿಸಿದ್ದಾರೆ. bbox=[960, 245, 1215, 617]
story5-author-role: ಸಹ ಪ್ರಾಧ್ಯಾಪಕರು, bbox=[1146, 1703, 1216, 1717]
sidebar-ad2 bbox=[1234, 308, 1502, 1171]
masthead-paper-name: ಹೊಸಪೇಟೆ ಟೈಮ್ಸ್ bbox=[677, 11, 837, 42]
sidebar-ad2-contact-label: ಸಂಪರ್ಕಿಸಿ : bbox=[1343, 624, 1393, 639]
story5-photo-classroom bbox=[667, 868, 1215, 1170]
weather-title: ಹವಾಮಾನ bbox=[1236, 1181, 1500, 1208]
story-sidebar-rule bbox=[1223, 64, 1226, 2382]
sidebar-ad1-url[interactable]: https://hospettimes.com/ bbox=[1274, 179, 1462, 195]
masthead bbox=[0, 0, 1514, 57]
rule-row2 bbox=[8, 1835, 1223, 1838]
story6-col2: ತಯಾರಿಸಲಾಗುತ್ತಿದೆ. ಜಿಲ್ಲಾಡಳಿತ ಕಚೇರಿಗೆ ವಿವಿಧ ಕೆಲಸ ಕಾರ್ಯಗಳಿಗೆ ಬರುವ ದೂರ ದೂರದ ಗ್ರಾಮೀಣ ಜನರು ಉಪಹಾರಕ್ಕಾಗಿ ಇಲ್ಲಿಗೆ ಬರುತ್ತಿದ್ದಾರೆ. ಜಿಲ್ಲಾಡಳಿತ ಕಚೇರಿಯ ಸಿಬ್ಬಂದಿಗಳು ಸಹ ಇಲ್ಲಿಗೆ ಬಂದು ಚಹಾ ತಿಂಡಿ ಸೇವಿಸುತ್ತಾರೆ. ಗ್ರಾಮೀಣ ಭಾಗದ ಜನರಿಗೆ ಕಡಿಮೆ ದರದಲ್ಲಿ ಗುಣಮಟ್ಟದ ಆಹಾರ ಇಲ್ಲಿ ಸಿಗುತ್ತಿದೆ. ಅಲ್ಲದೇ ಇಲ್ಲಿ ಪಾರ್ಸಲ್ ಸೇವೆ ಸಹ ಲಭ್ಯವಿದೆ. bbox=[301, 2251, 604, 2371]
weather-city2-row1: ಭಾನು : ಗರಿಷ್ಠ : 40°, ಕನಿಷ್ಠ : 26° bbox=[1244, 1295, 1408, 1310]
job-dateline: ಹೊಸಪೇಟೆ ಟೈಮ್ಸ್ ನ್ಯೂಸ್ ವಿಜಯನಗರ (ಹೊಸಪೇಟೆ): bbox=[1234, 1430, 1460, 1445]
story5-col2: ಪರೀಕ್ಷೆಗಳನ್ನು ಯಶಸ್ವಿಯಾಗಿ ಹಾಗೂ ಚಿಂತಾರಹಿತವಾಗಿ ಎದುರಿಸಲು ಅಗತ್ಯವಿರುವ ಹಲವಾರು ಸಲಹೆಗಳನ್ನು ಈ ಪುಸ್ತಕ ಒಳಗೊಂಡಿದೆ. ನವರ ಇಚ್ಛೆಯ ರೂಪಾಯಿಗಳಿಗೆ ಈ ಪುಸ್ತಕ ಪುಸ್ತಕ ಭಂಡಾರಗಳಲ್ಲಿ ಹಾಗೂ ಆನ್‌ಲೈನ್ ಪೋರ್ಟಲ್‌ಗಳಲ್ಲಿ ಲಭ್ಯವಿದೆ. ಇದನ್ನು ಪುಸ್ತಕ ಎನ್ನುವ ಯಾರೂ ಕೊಳ್ಳದ ರೀತಿಯಲ್ಲಿ ನೇರವಾಗಿ ಅರಿಯುವ ಪಠ್ಯವಾಗಿದೆ. ಪರೀಕ್ಷಾ ಪೇ ಚರ್ಚಾ ಕಾರ್ಯಕ್ರಮವನ್ನು ಭಾರತ ಸರ್ಕಾರದ ಶಿಕ್ಷಣ ಸಚಿವಾಲಯವು 2018 ರಿಂದಲೇ ಪ್ರಾರಂಭಿಸಿದ್ದು, ಪ್ರತಿ ವರ್ಷ ಈ ಕಾರ್ಯಕ್ರಮವು ಅತ್ಯಂತ ಯಶಸ್ವಿಯಾಗಿ ನಡೆಯುತ್ತಿದೆ. ಈ ಕಾರ್ಯಕ್ರಮದಲ್ಲಿ ಪ್ರಧಾನ ಮಂತ್ರಿಗಳು ದೇಶದ ವಿವಿಧ ಭಾಗಗಳಿಂದ ಆಯ್ಕೆಯಾದ ವಿದ್ಯಾರ್ಥಿಗಳು, ಶಿಕ್ಷಕರು ಹಾಗೂ ಪೋಷಕರೊಂದಿಗೆ ನೇರ ಸಂವಾದ ನಡೆಸುತ್ತಾರೆ. ವಿದ್ಯಾರ್ಥಿಗಳು ಕೇಳುವ ಪ್ರಶ್ನೆಗಳಿಗೆ ತಮ್ಮದೇ ಆದ ಶೈಲಿಯಲ್ಲಿ ಉತ್ತರಿಸುವ ಪ್ರಧಾನಮಂತ್ರಿಗಳು, ಪರೀಕ್ಷೆಗಳನ್ನು ಹಬ್ಬದಂತೆ ಸಂಭ್ರಮಿಸುವಂತೆ ಕಿವಿಮಾತು ಹೇಳುತ್ತಾರೆ. bbox=[667, 1180, 934, 1489]
sidebar-ad3-email[interactable]: ಇ-ಮೇಲ್: hospettimes@gmail.com bbox=[1256, 904, 1480, 919]
story5-author-org: ಸರ್ಕಾರಿ ಪ್ರಥಮ ದರ್ಜೆ ಮಹಿಳಾ ಕಾಲೇಜು, ಶಿವಮೊಗ್ಗ bbox=[1017, 1747, 1216, 1761]
story3-photo-father bbox=[199, 926, 364, 1136]
unknown-heading: ಅಪರಿಚಿತ ಶವದ bbox=[1323, 1869, 1413, 1888]
sidebar-ad1-body: ಕನ್ನಡ ದಿನಪತ್ರಿಕೆ ಆನ್ ಲೈನ್ ನಲ್ಲಿ ಮನೆಯಲ್ಲೇ ಕುಳಿತು ಮೊಬೈಲ್ ನಲ್ಲಿ 'ಹೊಸಪೇಟೆ ಟೈಮ್ಸ್' ಪತ್ರಿಕೆ ಓದಬಹುದು, ಓದುಗರು, ಪತ್ರಿಕೆ ಓದಲು ಗೂಗಲ್ ಅಥವಾ ಕ್ರೋಮ್ ನಲ್ಲಿ bbox=[1248, 124, 1488, 176]
story5-author-block bbox=[946, 1678, 1216, 1810]
sidebar-ad3-phone2[interactable]: 99802 81752 bbox=[1288, 872, 1448, 897]
sidebar-ad1-title: ಹೊಸಪೇಟೆ ಟೈಮ್ಸ್ bbox=[1251, 77, 1484, 116]
